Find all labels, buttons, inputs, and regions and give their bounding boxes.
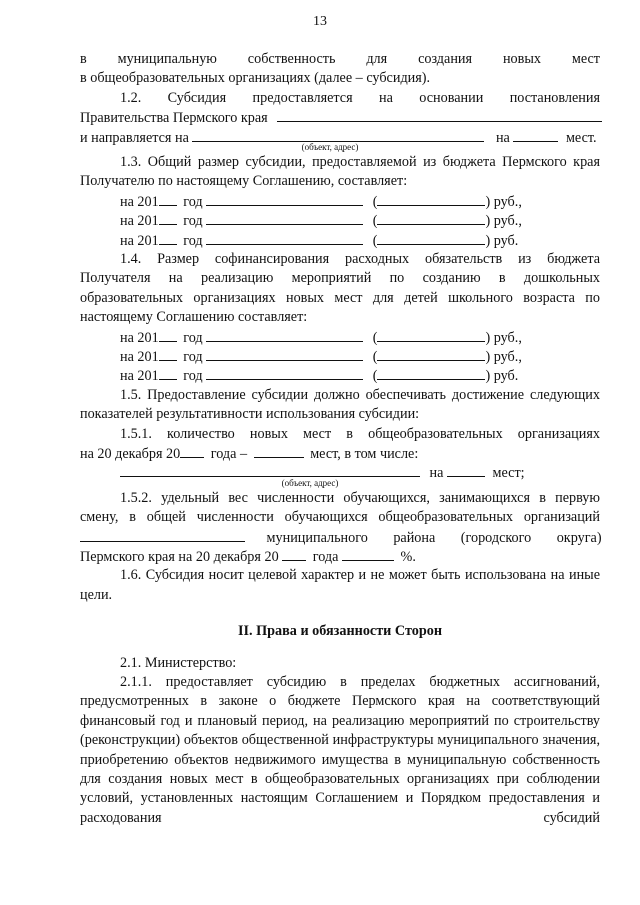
blank-amount-words[interactable] [377, 328, 485, 342]
row-paren-open: ( [372, 232, 378, 249]
row-year-word: год [183, 348, 203, 365]
caption-object-address-2: (объект, адрес) [281, 477, 339, 488]
blank-places-count[interactable] [254, 444, 304, 458]
row-currency: ) руб., [485, 348, 522, 365]
row-year-word: год [183, 213, 203, 230]
p152-year-word: года [312, 548, 339, 565]
p152-date: Пермского края на 20 декабря 20 [80, 548, 279, 565]
row-label: на 201 [120, 348, 159, 365]
p151-line1: 1.5.1. количество новых мест в общеобразовательных организациях [120, 425, 600, 442]
p152-percent: %. [400, 548, 416, 565]
caption-object-address: (объект, адрес) [301, 141, 359, 152]
p13-text: 1.3. Общий размер субсидии, предоставляемой из бюджета Пермского края Получателю по настоящему Соглашению, составляет: [80, 153, 600, 190]
p151-date: на 20 декабря 20 [80, 445, 181, 462]
blank-object[interactable] [192, 128, 484, 142]
p12-line3-text: и направляется на [80, 129, 189, 146]
p151-on: на [429, 465, 444, 482]
p152-line4 [80, 547, 600, 566]
blank-year[interactable] [282, 547, 306, 561]
blank-amount[interactable] [206, 347, 363, 361]
p13-row-2 [80, 211, 600, 230]
p211-text: 2.1.1. предоставляет субсидию в пределах бюджетных ассигнований, предусмотренных в законе о бюджете Пермского края на соответствующий финансовый год и плановый период, на реализацию мероприятий по строительству (реконструкции) объектов общественной инфраструктуры муниципального значения, приобретению объектов недвижимого имущества в муниципальную собственность для создания новых мест в общеобразовательных организациях при соблюдении условий, установленных настоящим Соглашением и Порядком предоставления и расходования субсидий [80, 673, 600, 826]
p1-line2: в общеобразовательных организациях (далее – субсидия). [80, 70, 431, 87]
blank-year[interactable] [159, 231, 177, 245]
blank-percent[interactable] [342, 547, 394, 561]
blank-amount-words[interactable] [377, 231, 485, 245]
row-label: на 201 [120, 329, 159, 346]
p14-row-2 [80, 347, 600, 366]
p151-places: мест; [492, 465, 525, 482]
blank-municipality[interactable] [80, 528, 245, 542]
blank-year[interactable] [159, 347, 177, 361]
row-year-word: год [183, 232, 203, 249]
p12-line3-places: мест. [565, 129, 597, 146]
section-heading: II. Права и обязанности Сторон [237, 623, 442, 640]
p152-line3 [80, 528, 600, 547]
blank-year[interactable] [159, 192, 177, 206]
row-label: на 201 [120, 232, 159, 249]
row-year-word: год [183, 368, 203, 385]
row-year-word: год [183, 193, 203, 210]
blank-year[interactable] [159, 328, 177, 342]
p12-line3-on: на [495, 129, 510, 146]
blank-amount[interactable] [206, 366, 363, 380]
blank-amount[interactable] [206, 211, 363, 225]
p151-year-word: года – [210, 445, 248, 462]
blank-object[interactable] [120, 463, 420, 477]
p14-row-3 [80, 366, 600, 385]
p152-line2: смену, в общей численности обучающихся общеобразовательных организаций [80, 509, 600, 526]
blank-amount-words[interactable] [377, 366, 485, 380]
row-currency: ) руб., [485, 193, 522, 210]
row-label: на 201 [120, 193, 159, 210]
page-number: 13 [313, 14, 327, 29]
row-currency: ) руб., [485, 213, 522, 230]
p12-line2 [80, 108, 600, 127]
document-body [80, 50, 600, 828]
p13-row-3 [80, 231, 600, 250]
blank-places[interactable] [513, 128, 558, 142]
row-paren-open: ( [372, 329, 378, 346]
row-currency: ) руб. [485, 232, 519, 249]
blank-amount[interactable] [206, 328, 363, 342]
p14-row-1 [80, 328, 600, 347]
blank-places[interactable] [447, 463, 485, 477]
blank-amount-words[interactable] [377, 211, 485, 225]
p152-district: муниципального района (городского округа) [266, 529, 602, 546]
blank-amount[interactable] [206, 192, 363, 206]
p15-text: 1.5. Предоставление субсидии должно обеспечивать достижение следующих показателей результативности использования субсидии: [80, 386, 600, 423]
blank-year[interactable] [180, 444, 204, 458]
blank-year[interactable] [159, 211, 177, 225]
p1-line1: в муниципальную собственность для создания новых мест [80, 51, 600, 67]
blank-amount[interactable] [206, 231, 363, 245]
row-paren-open: ( [372, 348, 378, 365]
p14-text: 1.4. Размер софинансирования расходных обязательств из бюджета Получателя на реализацию мероприятий по созданию в дошкольных образовательных организациях новых мест для детей школьного возраста по настоящему Соглашению составляет: [80, 250, 600, 326]
blank-year[interactable] [159, 366, 177, 380]
p13-row-1 [80, 192, 600, 211]
row-paren-open: ( [372, 368, 378, 385]
blank-amount-words[interactable] [377, 192, 485, 206]
p16-text: 1.6. Субсидия носит целевой характер и не может быть использована на иные цели. [80, 567, 600, 603]
p152-line1: 1.5.2. удельный вес численности обучающихся, занимающихся в первую [120, 489, 600, 506]
row-currency: ) руб. [485, 368, 519, 385]
row-year-word: год [183, 329, 203, 346]
p21-text: 2.1. Министерство: [120, 654, 237, 671]
row-paren-open: ( [372, 213, 378, 230]
row-label: на 201 [120, 368, 159, 385]
p151-places-text: мест, в том числе: [310, 445, 419, 462]
row-paren-open: ( [372, 193, 378, 210]
row-label: на 201 [120, 213, 159, 230]
p12-line1: 1.2. Субсидия предоставляется на основании постановления [120, 89, 600, 106]
blank-decree[interactable] [277, 108, 602, 122]
p12-line2-text: Правительства Пермского края [80, 110, 268, 127]
blank-amount-words[interactable] [377, 347, 485, 361]
p151-line2 [80, 444, 600, 463]
row-currency: ) руб., [485, 329, 522, 346]
